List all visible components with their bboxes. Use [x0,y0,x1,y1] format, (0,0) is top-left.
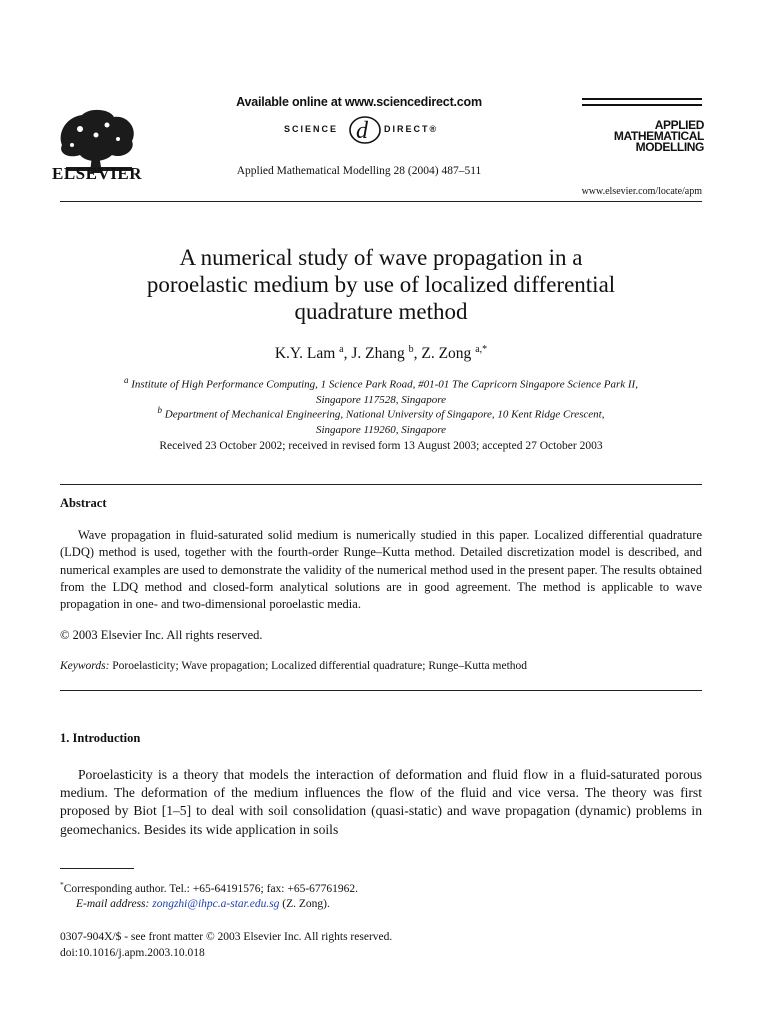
doi-line[interactable]: doi:10.1016/j.apm.2003.10.018 [60,947,205,959]
sciencedirect-brand [278,112,458,146]
affiliation-mark: b [157,405,162,415]
header-rule [60,201,702,202]
sd-direct-text: DIRECT® [384,124,439,134]
front-matter-line: 0307-904X/$ - see front matter © 2003 Elsevier Inc. All rights reserved. [60,931,393,943]
affiliation-line: Institute of High Performance Computing, 1 Science Park Road, #01-01 The Capricorn Singapore Science Park II, [131,378,638,391]
author-affiliation-mark: b [408,344,414,355]
journal-logo-line: APPLIED [654,118,704,132]
journal-logo-line: MODELLING [635,140,704,154]
author-name: J. Zhang [351,345,405,363]
section-heading: 1. Introduction [60,731,141,745]
footnote-rule [60,868,134,869]
affiliation-b [60,403,702,438]
title-line: poroelastic medium by use of localized differential [146,272,616,297]
journal-logo [582,120,704,153]
journal-url[interactable]: www.elsevier.com/locate/apm [581,186,702,197]
email-suffix: (Z. Zong). [282,898,330,910]
journal-reference: Applied Mathematical Modelling 28 (2004) 487–511 [236,165,482,177]
journal-logo-line: MATHEMATICAL [613,129,704,143]
keywords-label: Keywords: [60,660,110,672]
available-online-text: Available online at www.sciencedirect.com [236,95,482,109]
abstract-heading: Abstract [60,496,107,510]
email-link[interactable]: zongzhi@ihpc.a-star.edu.sg [152,898,280,910]
email-footnote [76,898,330,910]
title-line: quadrature method [294,299,468,324]
svg-text:d: d [356,118,368,144]
affiliation-line: Singapore 119260, Singapore [315,423,447,436]
section-paragraph: Poroelasticity is a theory that models the interaction of deformation and fluid flow in a fluid-saturated porous medium. The deformation of the medium influences the flow of the fluid and vice versa. The theory was first proposed by Biot [1–5] to deal with soil consolidation (quasi-static) and wave propagation (dynamic) problems in geomechanics. Besides its wide application in soils [60,767,702,837]
footnote-text: Corresponding author. Tel.: +65-64191576; fax: +65-67761962. [63,882,359,895]
author-list: K.Y. Lam $^a$, J. Zhang $^b$, Z. Zong $^{a,*}$ [274,344,488,363]
author-affiliation-mark: a,* [475,344,488,355]
author-affiliation-mark: a [339,344,344,355]
article-title [60,244,702,325]
abstract-body: Wave propagation in fluid-saturated solid medium is numerically studied in this paper. Localized differential quadrature (LDQ) method is used, together with the fourth-order Runge–Kutta method. Detailed discretization model is described, and numerical examples are used to demonstrate the validity of the numerical method used in the present paper. The results obtained from the LDQ method and closed-form analytical solutions are in good agreement. The method is applicable to wave propagation in one- and two-dimensional poroelastic media. [60,528,702,612]
publisher-name: ELSEVIER [52,164,142,183]
abstract-rule-bottom [60,690,702,691]
affiliation-line: Singapore 117528, Singapore [315,393,447,406]
author-name: Z. Zong [421,345,472,363]
corresponding-author-footnote [60,880,358,895]
abstract-copyright: © 2003 Elsevier Inc. All rights reserved. [60,628,263,642]
title-line: A numerical study of wave propagation in a [179,245,583,270]
email-label: E-mail address: [76,898,150,910]
sd-science-text: SCIENCE [284,124,339,134]
keywords-list: Poroelasticity; Wave propagation; Localized differential quadrature; Runge–Kutta method [112,660,528,672]
abstract-rule-top [60,484,702,485]
affiliation-line: Department of Mechanical Engineering, National University of Singapore, 10 Kent Ridge Crescent, [164,408,605,421]
keywords [60,660,702,672]
author-name: K.Y. Lam [274,345,336,363]
sciencedirect-logo-icon [348,112,382,146]
footnote-mark: * [60,880,64,889]
affiliation-mark: a [124,375,129,385]
journal-logo-rules-icon [582,96,702,110]
received-dates: Received 23 October 2002; received in revised form 13 August 2003; accepted 27 October 2003 [159,440,603,452]
